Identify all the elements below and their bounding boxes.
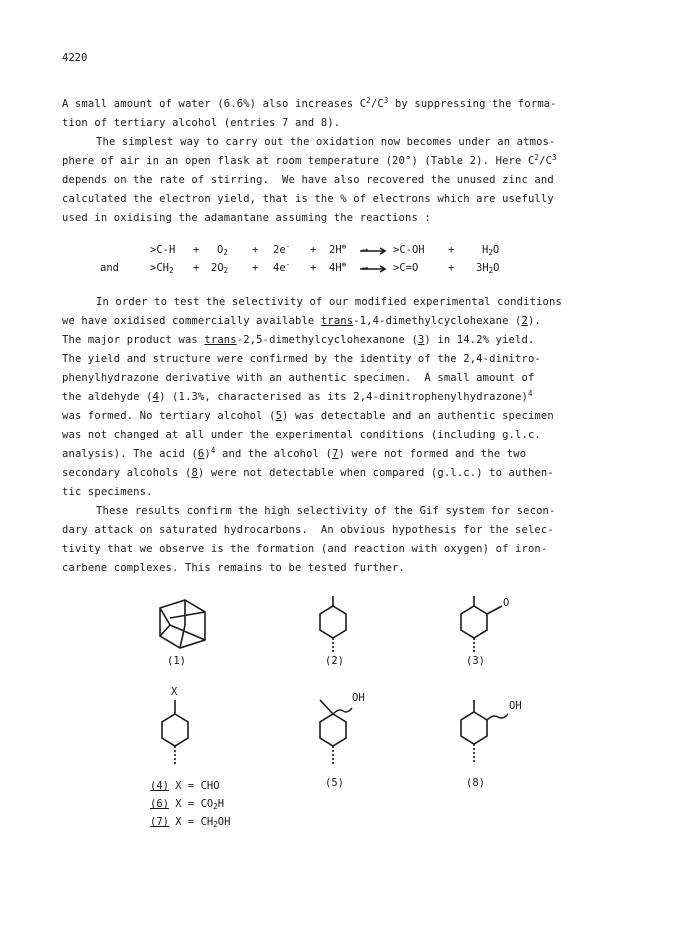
label-5: (5) [325, 777, 344, 789]
oh-label-8: OH [509, 700, 522, 712]
para2-line1: The simplest way to carry out the oxidation now becomes under an atmos- [96, 136, 556, 148]
oh-label-5: OH [352, 692, 365, 704]
para3-line3: The major product was trans-2,5-dimethylcyclohexanone (3) in 14.2% yield. [62, 334, 535, 346]
para3-line8: was not changed at all under the experimental conditions (including g.l.c. [62, 429, 541, 441]
para1-line2: tion of tertiary alcohol (entries 7 and 8). [62, 117, 341, 129]
label-3: (3) [466, 655, 485, 667]
para3-line7: was formed. No tertiary alcohol (5) was detectable and an authentic specimen [62, 410, 554, 422]
para4-line4: carbene complexes. This remains to be tested further. [62, 562, 405, 574]
dimethylcyclohexane-structure [320, 596, 346, 652]
para3-line10: secondary alcohols (8) were not detectable when compared (g.l.c.) to authen- [62, 467, 554, 479]
label-2: (2) [325, 655, 344, 667]
page-number: 4220 [62, 52, 88, 64]
adamantane-structure [160, 600, 205, 648]
para3-line2: we have oxidised commercially available trans-1,4-dimethylcyclohexane (2). [62, 315, 541, 327]
x-label: X [171, 686, 178, 698]
para4-line2: dary attack on saturated hydrocarbons. An obvious hypothesis for the selec- [62, 524, 554, 536]
para3-line4: The yield and structure were confirmed by the identity of the 2,4-dinitro- [62, 353, 541, 365]
para1-line1: A small amount of water (6.6%) also increases $C^2/C^3$ by suppressing the forma- [62, 96, 557, 110]
para3-line11: tic specimens. [62, 486, 153, 498]
para3-line5: phenylhydrazone derivative with an authentic specimen. A small amount of [62, 372, 535, 384]
reactions-and: and [100, 262, 119, 274]
label-6: (6) $X = CO_2H$ [150, 798, 225, 811]
para3-line1: In order to test the selectivity of our modified experimental conditions [96, 296, 562, 308]
x-substituted-structure [162, 700, 188, 764]
ketone-o: O [503, 597, 510, 609]
secondary-alcohol-structure [461, 700, 508, 762]
label-8: (8) [466, 777, 485, 789]
para2-line4: calculated the electron yield, that is the % of electrons which are usefully [62, 193, 554, 205]
label-4: (4) X = CHO [150, 780, 220, 792]
dimethylcyclohexanone-structure [461, 596, 502, 652]
para3-line9: analysis). The acid $(6)^4$ and the alcohol (7) were not formed and the two [62, 446, 527, 460]
para4-line3: tivity that we observe is the formation (and reaction with oxygen) of iron- [62, 543, 548, 555]
label-1: (1) [167, 655, 186, 667]
para3-line6: the aldehyde (4) (1.3%, characterised as its 2,4-dinitrophenylhydrazone)$^4$ [62, 389, 533, 403]
para2-line3: depends on the rate of stirring. We have also recovered the unused zinc and [62, 174, 554, 186]
label-7: (7) $X = CH_2OH$ [150, 816, 231, 829]
para4-line1: These results confirm the high selectivity of the Gif system for secon- [96, 505, 556, 517]
para2-line5: used in oxidising the adamantane assuming the reactions : [62, 212, 431, 224]
tertiary-alcohol-structure [320, 700, 352, 764]
para2-line2: phere of air in an open flask at room temperature (20°) (Table 2). Here $C^2/C^3$ [62, 153, 557, 167]
